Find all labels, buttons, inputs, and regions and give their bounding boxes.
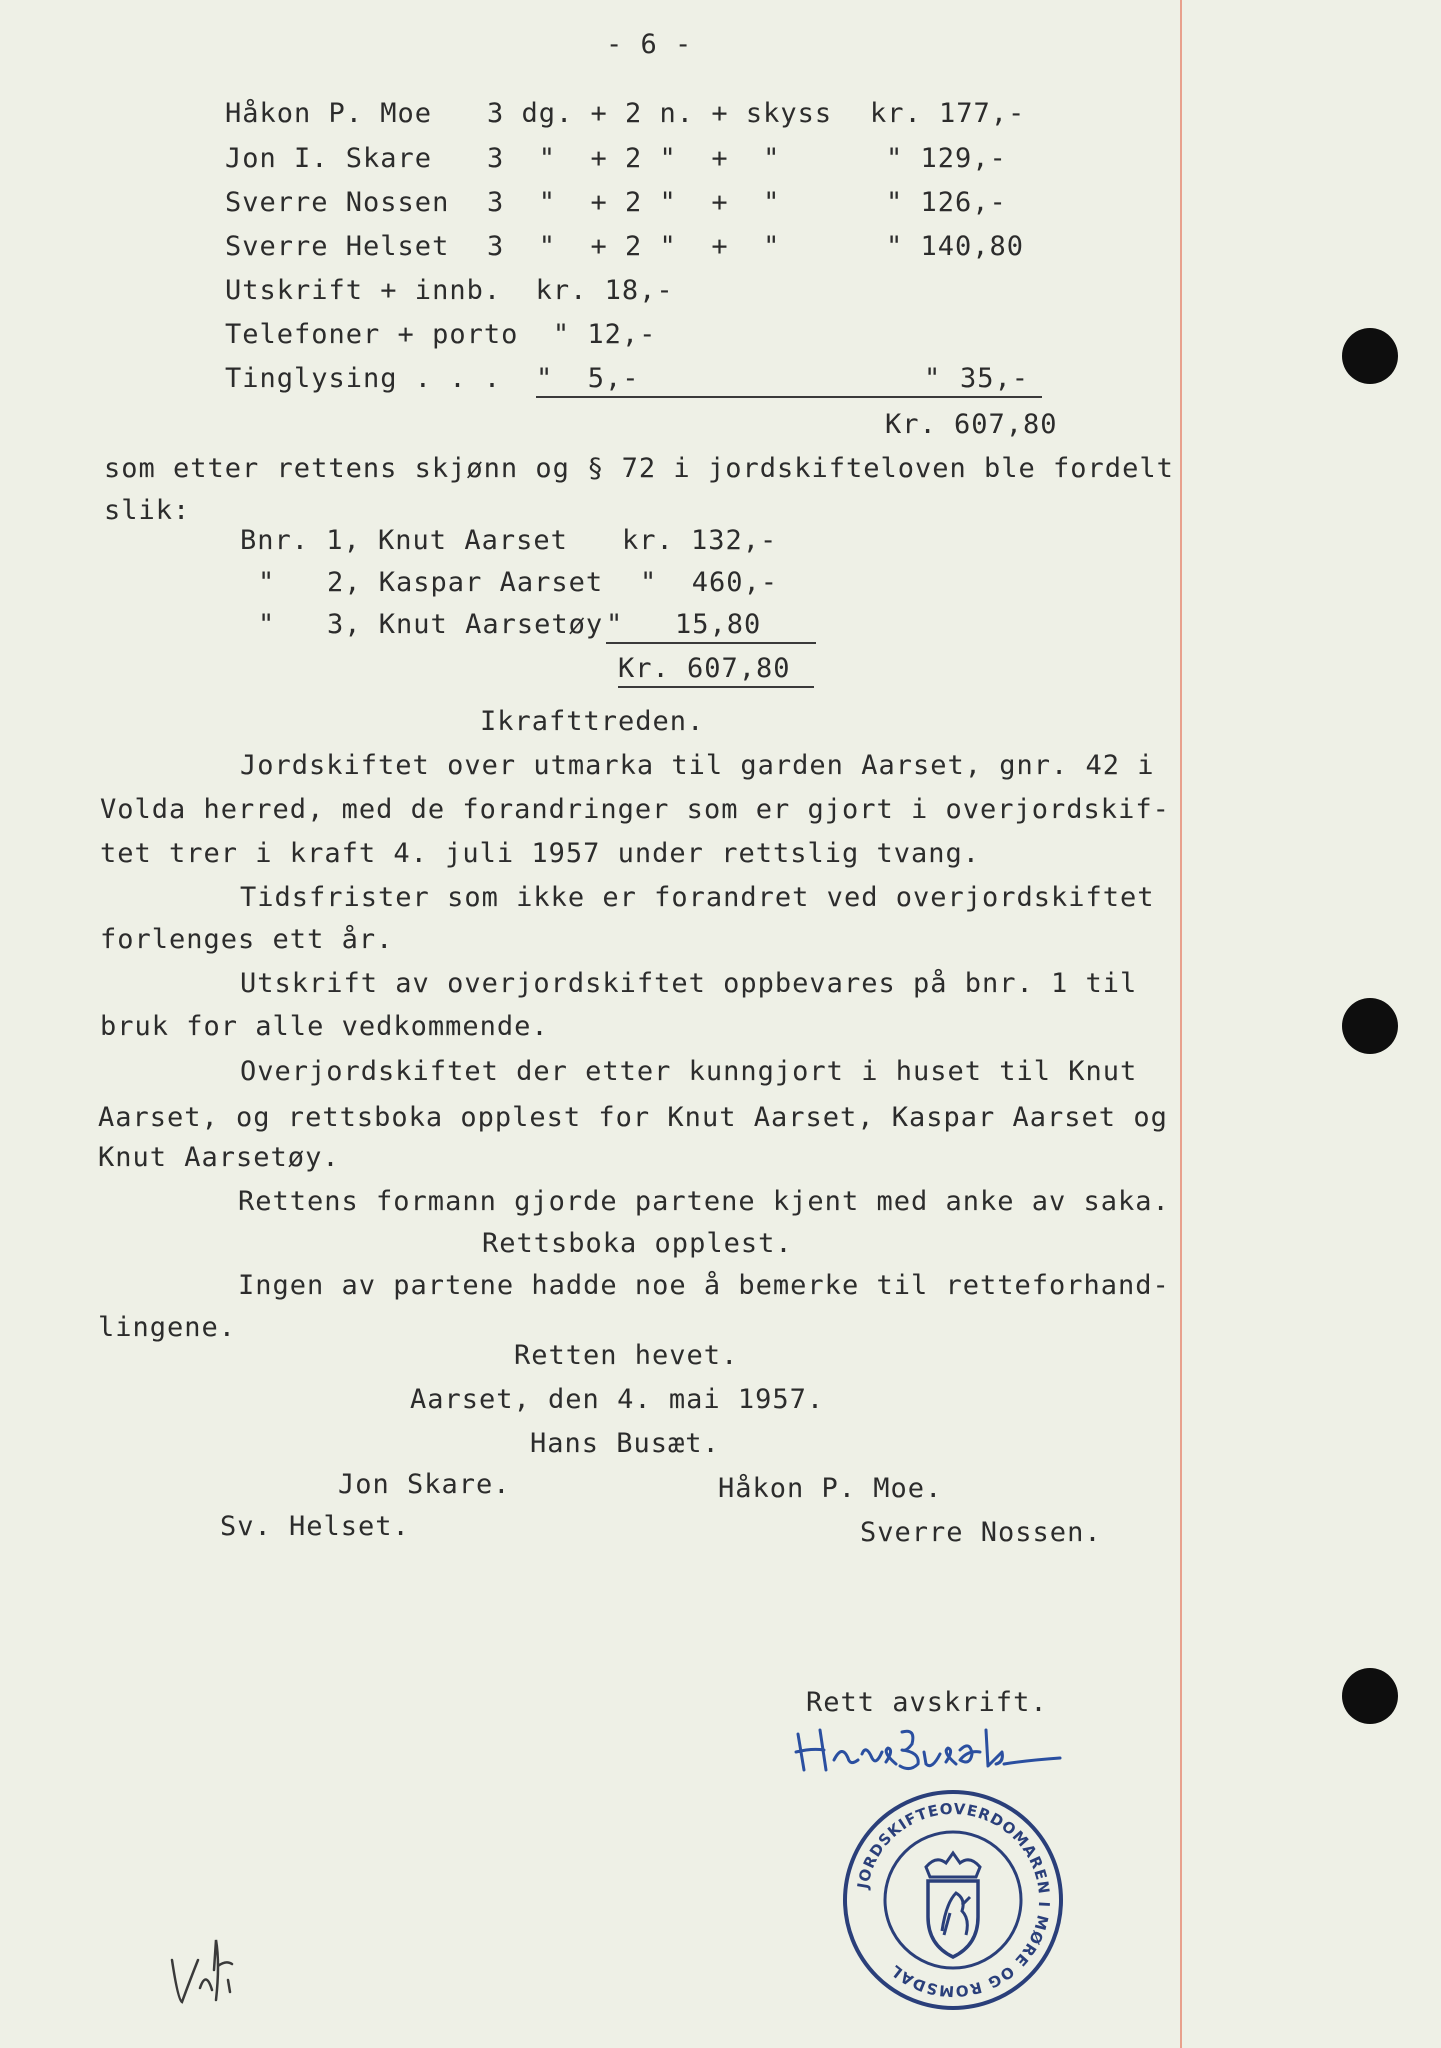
body-line: Retten hevet.: [514, 1340, 739, 1371]
cost-amount: " 140,80: [886, 231, 1025, 262]
body-line: forlenges ett år.: [100, 924, 394, 955]
cost-items: 3 " + 2 " + ": [487, 143, 781, 174]
chair-name: Hans Busæt.: [530, 1428, 720, 1459]
body-line: tet trer i kraft 4. juli 1957 under rettslig tvang.: [100, 838, 981, 869]
signatory-right: Sverre Nossen.: [860, 1517, 1102, 1548]
distribution-amount: " 15,80: [606, 608, 816, 644]
body-line: bruk for alle vedkommende.: [100, 1011, 549, 1042]
cost-name: Sverre Helset: [225, 231, 450, 262]
body-line: Volda herred, med de forandringer som er gjort i overjordskif-: [100, 794, 1170, 825]
binder-hole-bottom: [1342, 1668, 1398, 1724]
utskrift-line: Utskrift + innb. kr. 18,-: [225, 275, 674, 306]
handwritten-signature-image: [790, 1700, 1110, 1780]
body-line: Ingen av partene hadde noe å bemerke til retteforhand-: [238, 1270, 1170, 1301]
cost-items: 3 dg. + 2 n. + skyss: [487, 98, 833, 129]
signatory-right: Håkon P. Moe.: [718, 1473, 943, 1504]
cost-name: Håkon P. Moe: [225, 98, 433, 129]
cost-name: Sverre Nossen: [225, 187, 450, 218]
grand-total: Kr. 607,80: [885, 409, 1058, 440]
signatory-left: Jon Skare.: [338, 1469, 511, 1500]
svg-text:JORDSKIFTEOVERDOMAREN I MØRE O: JORDSKIFTEOVERDOMAREN I MØRE OG ROMSDAL: [853, 1799, 1054, 2001]
body-line: Rettens formann gjorde partene kjent med anke av saka.: [238, 1186, 1170, 1217]
body-line: Jordskiftet over utmarka til garden Aarset, gnr. 42 i: [240, 750, 1155, 781]
distribution-total: Kr. 607,80: [618, 652, 814, 688]
body-line: Knut Aarsetøy.: [98, 1142, 340, 1173]
place-date: Aarset, den 4. mai 1957.: [410, 1384, 825, 1415]
body-line: Rettsboka opplest.: [482, 1228, 793, 1259]
handwritten-initials-image: [160, 1930, 260, 2020]
distribution-amount: kr. 132,-: [622, 525, 778, 556]
body-line: Utskrift av overjordskiftet oppbevares på bnr. 1 til: [240, 968, 1138, 999]
cost-amount: " 126,-: [886, 187, 1007, 218]
binder-hole-middle: [1342, 998, 1398, 1054]
distribution-amount: " 460,-: [640, 567, 779, 598]
certification: Rett avskrift.: [806, 1687, 1048, 1718]
tinglysing-amount: " 5,-: [536, 362, 1042, 398]
cost-name: Jon I. Skare: [225, 143, 433, 174]
tinglysing-total-mark: ": [924, 363, 942, 394]
body-line: Aarset, og rettsboka opplest for Knut Aarset, Kaspar Aarset og: [98, 1102, 1168, 1133]
tinglysing-label: Tinglysing . . .: [225, 363, 502, 394]
body-line: lingene.: [98, 1312, 237, 1343]
official-seal-image: [838, 1785, 1068, 2015]
cost-amount: kr. 177,-: [870, 98, 1026, 129]
signatory-left: Sv. Helset.: [220, 1511, 410, 1542]
page-number: - 6 -: [606, 29, 693, 60]
binder-hole-top: [1342, 328, 1398, 384]
cost-items: 3 " + 2 " + ": [487, 231, 781, 262]
margin-rule: [1180, 0, 1182, 2048]
distribution-label: " 3, Knut Aarsetøy: [258, 609, 604, 640]
distribution-label: Bnr. 1, Knut Aarset: [240, 525, 568, 556]
tinglysing-total: 35,-: [960, 363, 1030, 394]
body-line: Overjordskiftet der etter kunngjort i huset til Knut: [240, 1056, 1138, 1087]
body-line: Tidsfrister som ikke er forandret ved overjordskiftet: [240, 882, 1155, 913]
distribution-intro: slik:: [104, 495, 191, 526]
telefoner-line: Telefoner + porto " 12,-: [225, 319, 657, 350]
distribution-label: " 2, Kaspar Aarset: [258, 567, 604, 598]
cost-amount: " 129,-: [886, 143, 1007, 174]
distribution-intro: som etter rettens skjønn og § 72 i jordskifteloven ble fordelt: [104, 453, 1174, 484]
section-heading: Ikrafttreden.: [480, 706, 705, 737]
cost-items: 3 " + 2 " + ": [487, 187, 781, 218]
